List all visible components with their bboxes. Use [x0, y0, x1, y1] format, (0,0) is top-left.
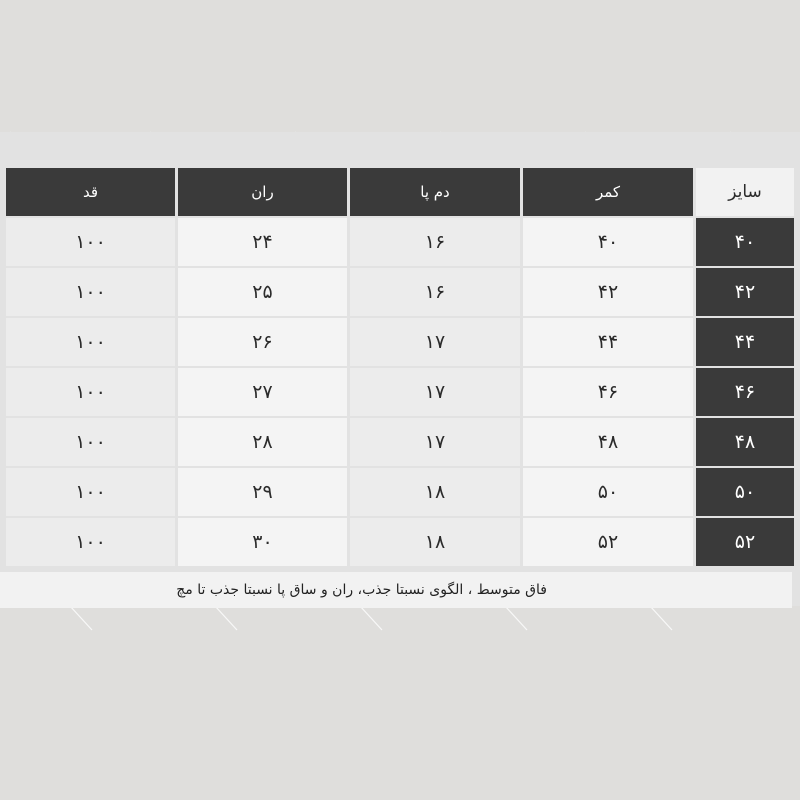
cell-size: ۴۴ — [696, 318, 794, 366]
header-length: قد — [6, 168, 175, 216]
cell-hem: ۱۶ — [350, 218, 520, 266]
header-thigh: ران — [178, 168, 347, 216]
cell-length: ۱۰۰ — [6, 318, 175, 366]
cell-size: ۴۸ — [696, 418, 794, 466]
header-size: سایز — [696, 168, 794, 216]
fit-note: فاق متوسط ، الگوی نسبتا جذب، ران و ساق پا نسبتا جذب تا مچ — [176, 582, 547, 598]
cell-size: ۴۰ — [696, 218, 794, 266]
size-table — [6, 168, 794, 566]
cell-waist: ۵۰ — [523, 468, 693, 516]
cell-hem: ۱۸ — [350, 518, 520, 566]
cell-size: ۵۲ — [696, 518, 794, 566]
cell-length: ۱۰۰ — [6, 368, 175, 416]
cell-thigh: ۲۹ — [178, 468, 347, 516]
fit-note-bar — [0, 572, 792, 608]
cell-size: ۴۲ — [696, 268, 794, 316]
cell-waist: ۴۸ — [523, 418, 693, 466]
cell-length: ۱۰۰ — [6, 218, 175, 266]
cell-size: ۴۶ — [696, 368, 794, 416]
cell-length: ۱۰۰ — [6, 268, 175, 316]
cell-waist: ۴۴ — [523, 318, 693, 366]
cell-waist: ۵۲ — [523, 518, 693, 566]
cell-thigh: ۲۷ — [178, 368, 347, 416]
cell-hem: ۱۶ — [350, 268, 520, 316]
cell-length: ۱۰۰ — [6, 418, 175, 466]
cell-thigh: ۲۸ — [178, 418, 347, 466]
cell-length: ۱۰۰ — [6, 468, 175, 516]
cell-waist: ۴۲ — [523, 268, 693, 316]
cell-thigh: ۲۵ — [178, 268, 347, 316]
cell-hem: ۱۷ — [350, 318, 520, 366]
header-waist: کمر — [523, 168, 693, 216]
cell-waist: ۴۶ — [523, 368, 693, 416]
header-hem: دم پا — [350, 168, 520, 216]
cell-waist: ۴۰ — [523, 218, 693, 266]
cell-hem: ۱۷ — [350, 368, 520, 416]
cell-length: ۱۰۰ — [6, 518, 175, 566]
cell-thigh: ۲۶ — [178, 318, 347, 366]
cell-size: ۵۰ — [696, 468, 794, 516]
cell-thigh: ۲۴ — [178, 218, 347, 266]
cell-hem: ۱۸ — [350, 468, 520, 516]
cell-hem: ۱۷ — [350, 418, 520, 466]
cell-thigh: ۳۰ — [178, 518, 347, 566]
